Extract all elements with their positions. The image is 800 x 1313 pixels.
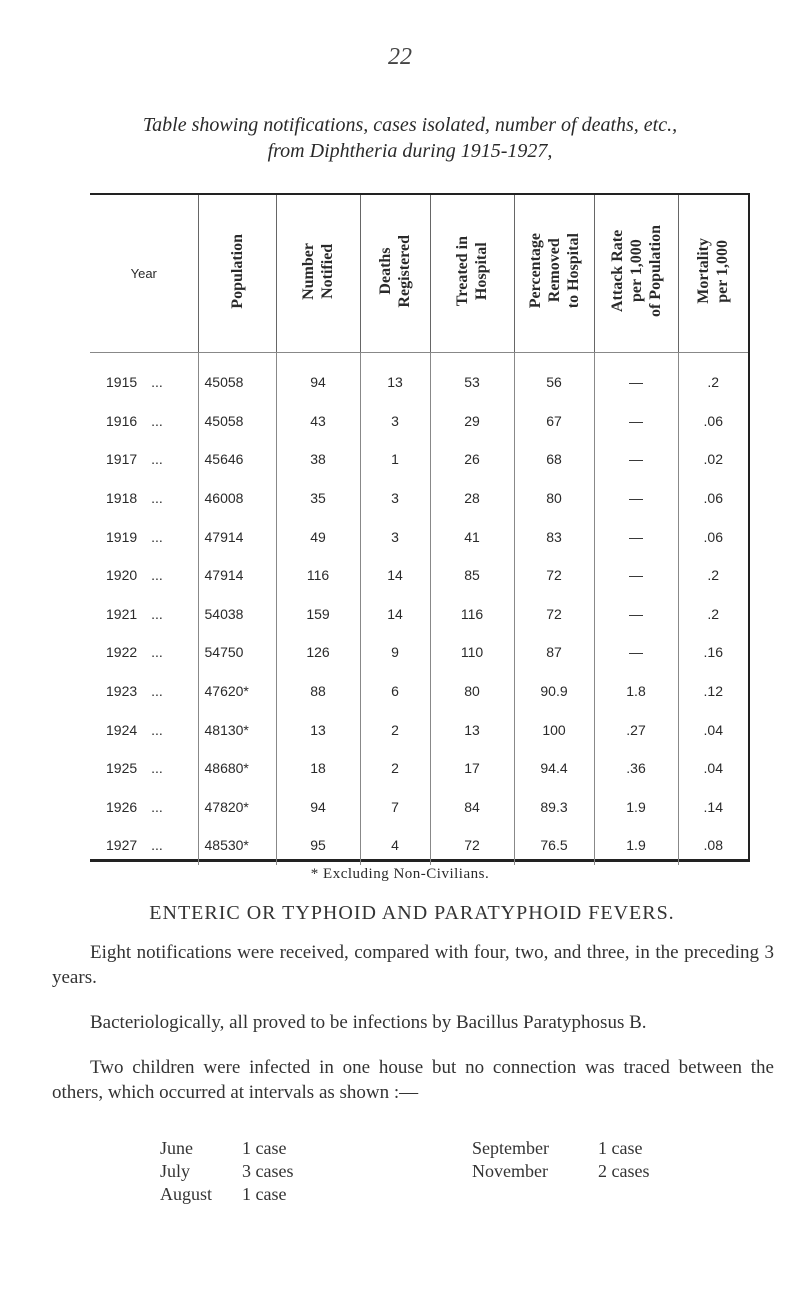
cell-population: 48530* [198,826,276,865]
cell-number-notified: 38 [276,440,360,479]
cell-mortality: .2 [678,595,748,634]
cell-percentage-removed: 56 [514,363,594,402]
cell-percentage-removed: 68 [514,440,594,479]
case-month: August [160,1184,213,1204]
cell-attack-rate: — [594,440,678,479]
cell-population: 47620* [198,672,276,711]
case-list [160,1137,649,1206]
cell-treated-in-hospital: 28 [430,479,514,518]
case-count: 3 cases [242,1161,294,1181]
cell-treated-in-hospital: 80 [430,672,514,711]
case-count: 1 case [242,1138,287,1158]
cell-treated-in-hospital: 85 [430,556,514,595]
paragraph-bacteriology: Bacteriologically, all proved to be infections by Bacillus Paratyphosus B. [90,1012,647,1033]
cell-year: 1923 ... [106,683,163,700]
cell-deaths-registered: 3 [360,479,430,518]
cell-deaths-registered: 14 [360,595,430,634]
table-row [90,672,748,711]
cell-year: 1926 ... [106,798,163,815]
cell-population: 46008 [198,479,276,518]
cell-year: 1917 ... [106,451,163,468]
table-row [90,363,748,402]
diphtheria-table [90,193,750,862]
cell-number-notified: 126 [276,633,360,672]
caption-line-2: from Diphtheria during 1915-1927, [267,140,553,162]
table-row [90,749,748,788]
cell-attack-rate: .36 [594,749,678,788]
cell-number-notified: 18 [276,749,360,788]
cell-attack-rate: 1.9 [594,788,678,827]
cell-deaths-registered: 4 [360,826,430,865]
cell-attack-rate: — [594,363,678,402]
cell-mortality: .14 [678,788,748,827]
header-attack-rate: Attack Rate per 1,000 of Population [594,195,678,353]
cell-treated-in-hospital: 110 [430,633,514,672]
cell-number-notified: 94 [276,788,360,827]
cell-percentage-removed: 76.5 [514,826,594,865]
caption-line-1: Table showing notifications, cases isolated, number of deaths, etc., [142,114,678,136]
header-mortality: Mortality per 1,000 [678,195,748,353]
cell-attack-rate: — [594,556,678,595]
cell-year: 1927 ... [106,837,163,854]
cell-number-notified: 49 [276,517,360,556]
cell-number-notified: 94 [276,363,360,402]
cell-attack-rate: 1.9 [594,826,678,865]
cell-population: 45058 [198,363,276,402]
cell-population: 47914 [198,517,276,556]
table-row [90,788,748,827]
header-percentage-removed: Percentage Removed to Hospital [514,195,594,353]
page-number: 22 [388,44,412,70]
cell-deaths-registered: 2 [360,749,430,788]
paragraph-notifications: Eight notifications were received, compared with four, two, and three, in the preceding 3 years. [52,942,774,988]
cell-attack-rate: — [594,595,678,634]
cell-number-notified: 35 [276,479,360,518]
cell-number-notified: 13 [276,710,360,749]
cell-number-notified: 95 [276,826,360,865]
cell-year: 1925 ... [106,760,163,777]
cell-deaths-registered: 14 [360,556,430,595]
cell-deaths-registered: 2 [360,710,430,749]
cell-deaths-registered: 9 [360,633,430,672]
table-caption [60,112,760,164]
cell-percentage-removed: 94.4 [514,749,594,788]
cell-attack-rate: — [594,517,678,556]
cell-number-notified: 88 [276,672,360,711]
table-row [90,633,748,672]
cell-percentage-removed: 83 [514,517,594,556]
case-count: 1 case [242,1184,287,1204]
table-row [90,710,748,749]
case-list-row [160,1183,649,1206]
cell-mortality: .04 [678,749,748,788]
cell-number-notified: 159 [276,595,360,634]
cell-deaths-registered: 1 [360,440,430,479]
case-month: June [160,1138,193,1158]
cell-percentage-removed: 90.9 [514,672,594,711]
cell-mortality: .06 [678,517,748,556]
case-count: 1 case [598,1138,643,1158]
header-deaths-registered: Deaths Registered [360,195,430,353]
table-row [90,826,748,865]
cell-percentage-removed: 72 [514,595,594,634]
table-row [90,517,748,556]
cell-treated-in-hospital: 41 [430,517,514,556]
cell-year: 1915 ... [106,374,163,391]
cell-treated-in-hospital: 26 [430,440,514,479]
cell-population: 48130* [198,710,276,749]
cell-population: 45646 [198,440,276,479]
table-row [90,479,748,518]
case-month: September [472,1138,549,1158]
table-spacer-row [90,353,748,364]
cell-mortality: .06 [678,479,748,518]
table-row [90,595,748,634]
cell-year: 1919 ... [106,528,163,545]
case-month [472,1183,598,1206]
table-row [90,440,748,479]
cell-attack-rate: — [594,479,678,518]
cell-year: 1924 ... [106,721,163,738]
case-list-row [160,1160,649,1183]
cell-mortality: .16 [678,633,748,672]
cell-deaths-registered: 7 [360,788,430,827]
case-count: 2 cases [598,1161,650,1181]
cell-deaths-registered: 6 [360,672,430,711]
header-number-notified: Number Notified [276,195,360,353]
cell-percentage-removed: 67 [514,402,594,441]
cell-percentage-removed: 89.3 [514,788,594,827]
cell-population: 48680* [198,749,276,788]
cell-attack-rate: 1.8 [594,672,678,711]
cell-treated-in-hospital: 29 [430,402,514,441]
cell-population: 54750 [198,633,276,672]
cell-year: 1916 ... [106,412,163,429]
cell-mortality: .2 [678,363,748,402]
cell-treated-in-hospital: 13 [430,710,514,749]
cell-year: 1921 ... [106,605,163,622]
case-month: July [160,1161,191,1181]
case-list-row [160,1137,649,1160]
cell-treated-in-hospital: 17 [430,749,514,788]
cell-percentage-removed: 72 [514,556,594,595]
header-year: Year [90,195,198,353]
cell-number-notified: 116 [276,556,360,595]
case-month: November [472,1161,548,1181]
section-heading: ENTERIC OR TYPHOID AND PARATYPHOID FEVERS. [149,902,675,924]
cell-percentage-removed: 87 [514,633,594,672]
cell-mortality: .06 [678,402,748,441]
cell-deaths-registered: 3 [360,402,430,441]
cell-mortality: .04 [678,710,748,749]
cell-attack-rate: — [594,633,678,672]
cell-deaths-registered: 13 [360,363,430,402]
cell-population: 47820* [198,788,276,827]
table-header-row [90,195,748,353]
cell-treated-in-hospital: 72 [430,826,514,865]
cell-deaths-registered: 3 [360,517,430,556]
cell-attack-rate: — [594,402,678,441]
cell-mortality: .2 [678,556,748,595]
cell-percentage-removed: 100 [514,710,594,749]
cell-year: 1918 ... [106,490,163,507]
cell-year: 1922 ... [106,644,163,661]
cell-mortality: .02 [678,440,748,479]
cell-treated-in-hospital: 53 [430,363,514,402]
table-footnote: * Excluding Non-Civilians. [310,866,490,882]
cell-treated-in-hospital: 116 [430,595,514,634]
table-row [90,402,748,441]
header-population: Population [198,195,276,353]
paragraph-intervals: Two children were infected in one house but no connection was traced between the others, which occurred at intervals as shown :— [52,1057,774,1103]
cell-population: 54038 [198,595,276,634]
cell-percentage-removed: 80 [514,479,594,518]
cell-population: 47914 [198,556,276,595]
cell-attack-rate: .27 [594,710,678,749]
cell-number-notified: 43 [276,402,360,441]
cell-treated-in-hospital: 84 [430,788,514,827]
cell-population: 45058 [198,402,276,441]
cell-mortality: .12 [678,672,748,711]
header-treated-in-hospital: Treated in Hospital [430,195,514,353]
cell-mortality: .08 [678,826,748,865]
cell-year: 1920 ... [106,567,163,584]
table-row [90,556,748,595]
